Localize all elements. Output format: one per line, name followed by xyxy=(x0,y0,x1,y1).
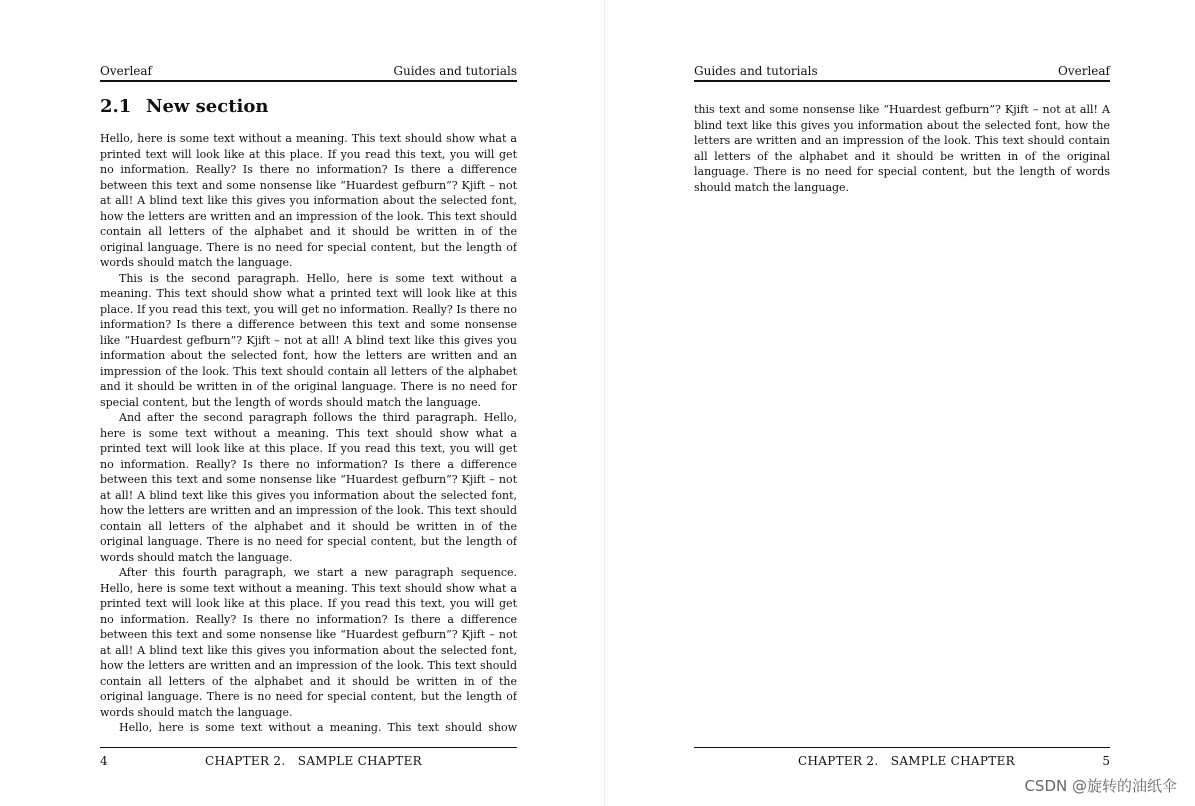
footer-rule xyxy=(694,747,1110,748)
paragraph: Hello, here is some text without a meaning. This text should show what a printed text will look like at this place. If you read this text, you will get no information. Really? Is there no information? Is there a difference between this text and some nonsense like “Huardest gefburn”? Kjift – not at all! A blind text like this gives you information about the selected font, how the letters are written and an impression of the look. This text should contain all letters of the alphabet and it should be written in of the original language. There is no need for special content, but the length of words should match the language. xyxy=(100,132,517,269)
watermark: CSDN @旋转的油纸伞 xyxy=(1024,777,1177,795)
page-number: 4 xyxy=(100,754,108,768)
section-title: New section xyxy=(146,96,269,117)
section-heading xyxy=(100,95,517,119)
header-left-text: Guides and tutorials xyxy=(694,64,818,78)
header-right-text: Guides and tutorials xyxy=(393,64,517,78)
running-header xyxy=(100,63,517,82)
body-text xyxy=(100,131,517,738)
header-right-text: Overleaf xyxy=(1058,64,1110,78)
paragraph: Hello, here is some text without a meaning. This text should show xyxy=(119,721,517,734)
paragraph: And after the second paragraph follows the third paragraph. Hello, here is some text without a meaning. This text should show what a printed text will look like at this place. If you read this text, you will get no information. Really? Is there no information? Is there a difference between this text and some nonsense like “Huardest gefburn”? Kjift – not at all! A blind text like this gives you information about the selected font, how the letters are written and an impression of the look. This text should contain all letters of the alphabet and it should be written in of the original language. There is no need for special content, but the length of words should match the language. xyxy=(100,411,517,564)
footer-chapter: CHAPTER 2. SAMPLE CHAPTER xyxy=(205,754,422,768)
page-footer xyxy=(694,753,1110,769)
paragraph: This is the second paragraph. Hello, here is some text without a meaning. This text should show what a printed text will look like at this place. If you read this text, you will get no information. Really? Is there no information? Is there a difference between this text and some nonsense like “Huardest gefburn”? Kjift – not at all! A blind text like this gives you information about the selected font, how the letters are written and an impression of the look. This text should contain all letters of the alphabet and it should be written in of the original language. There is no need for special content, but the length of words should match the language. xyxy=(100,271,517,409)
section-number: 2.1 xyxy=(100,96,132,117)
footer-rule xyxy=(100,747,517,748)
body-text xyxy=(694,102,1110,195)
running-header xyxy=(694,63,1110,82)
paragraph: this text and some nonsense like “Huardest gefburn”? Kjift – not at all! A blind text like this gives you information about the selected font, how the letters are written and an impression of the look. This text should contain all letters of the alphabet and it should be written in of the original language. There is no need for special content, but the length of words should match the language. xyxy=(694,103,1110,194)
page-footer xyxy=(100,753,517,769)
footer-chapter: CHAPTER 2. SAMPLE CHAPTER xyxy=(798,754,1015,768)
page-5 xyxy=(605,0,1195,806)
page-number: 5 xyxy=(1102,754,1110,768)
paragraph: After this fourth paragraph, we start a new paragraph sequence. Hello, here is some text without a meaning. This text should show what a printed text will look like at this place. If you read this text, you will get no information. Really? Is there no information? Is there a difference between this text and some nonsense like “Huardest gefburn”? Kjift – not at all! A blind text like this gives you information about the selected font, how the letters are written and an impression of the look. This text should contain all letters of the alphabet and it should be written in of the original language. There is no need for special content, but the length of words should match the language. xyxy=(100,566,517,719)
header-left-text: Overleaf xyxy=(100,64,152,78)
